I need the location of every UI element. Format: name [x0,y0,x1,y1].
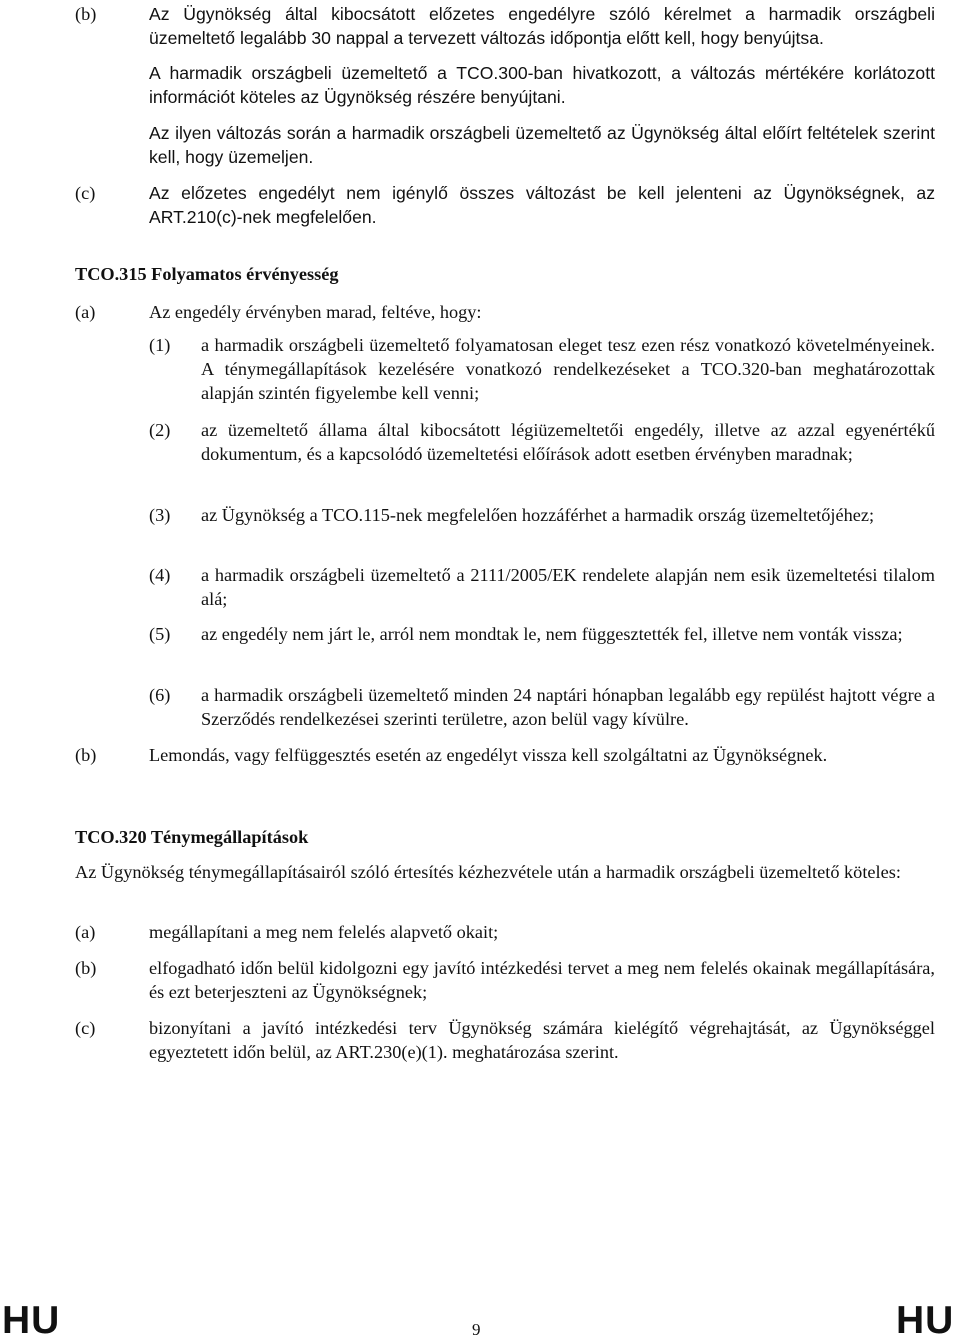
paragraph-tco320-intro: Az Ügynökség ténymegállapításairól szóló értesítés kézhezvétele után a harmadik országbeli üzemeltető köteles: [75,862,901,882]
item-label-b-surrender: (b) [75,745,97,765]
item-label-c: (c) [75,183,96,203]
subitem-label-3: (3) [149,505,171,525]
subitem-label-2: (2) [149,420,171,440]
subitem-label-6: (6) [149,685,171,705]
finding-label-a: (a) [75,922,96,942]
paragraph-information-limit: A harmadik országbeli üzemeltető a TCO.300-ban hivatkozott, a változás mértékére korlátozott információt köteles az Ügynökség részére benyújtani. [149,63,935,107]
footer-language-mark-right: HU [896,1299,955,1342]
paragraph-a-validity: Az engedély érvényben marad, feltéve, hogy: [149,302,482,322]
paragraph-operating-conditions: Az ilyen változás során a harmadik országbeli üzemeltető az Ügynökség által előírt feltételek szerint kell, hogy üzemeljen. [149,123,935,167]
paragraph-c-notification: Az előzetes engedélyt nem igénylő összes változást be kell jelenteni az Ügynökségnek, az ART.210(c)-nek megfelelően. [149,183,935,227]
subitem-label-1: (1) [149,335,171,355]
subitem-text-1: a harmadik országbeli üzemeltető folyamatosan eleget tesz ezen rész vonatkozó követelményeinek. A ténymegállapítások kezelésére vonatkozó rendelkezéseket a TCO.320-ban meghatározottak alapján szintén figyelembe kell venni; [201,335,935,403]
subitem-text-5: az engedély nem járt le, arról nem mondtak le, nem függesztették fel, illetve nem vonták vissza; [201,624,903,644]
subitem-text-4: a harmadik országbeli üzemeltető a 2111/2005/EK rendelete alapján nem esik üzemeltetési tilalom alá; [201,565,935,609]
finding-label-b: (b) [75,958,97,978]
subitem-label-5: (5) [149,624,171,644]
subitem-label-4: (4) [149,565,171,585]
section-heading-tco320: TCO.320 Ténymegállapítások [75,827,309,847]
paragraph-b-application: Az Ügynökség által kibocsátott előzetes engedélyre szóló kérelmet a harmadik országbeli üzemeltető legalább 30 nappal a tervezett változás időpontja előtt kell, hogy benyújtsa. [149,4,935,48]
section-heading-tco315: TCO.315 Folyamatos érvényesség [75,264,339,284]
finding-text-c: bizonyítani a javító intézkedési terv Ügynökség számára kielégítő végrehajtását, az Ügynökséggel egyeztetett időn belül, az ART.230(e)(1). meghatározása szerint. [149,1018,935,1062]
finding-text-b: elfogadható időn belül kidolgozni egy javító intézkedési tervet a meg nem felelés okainak megállapítására, és ezt beterjeszteni az Ügynökségnek; [149,958,935,1002]
subitem-text-2: az üzemeltető állama által kibocsátott légiüzemeltetői engedély, illetve az azzal egyenértékű dokumentum, és a kapcsolódó üzemeltetési előírások adott esetben érvényben maradnak; [201,420,935,464]
subitem-text-6: a harmadik országbeli üzemeltető minden 24 naptári hónapban legalább egy repülést hajtott végre a Szerződés rendelkezései szerinti területre, azon belül vagy kívülre. [201,685,935,729]
item-label-a: (a) [75,302,96,322]
finding-label-c: (c) [75,1018,96,1038]
finding-text-a: megállapítani a meg nem felelés alapvető okait; [149,922,499,942]
page-number: 9 [472,1320,481,1339]
item-label-b: (b) [75,4,97,24]
paragraph-b-surrender: Lemondás, vagy felfüggesztés esetén az engedélyt vissza kell szolgáltatni az Ügynökségnek. [149,745,828,765]
subitem-text-3: az Ügynökség a TCO.115-nek megfelelően hozzáférhet a harmadik ország üzemeltetőjéhez; [201,505,875,525]
footer-language-mark-left: HU [2,1299,61,1342]
